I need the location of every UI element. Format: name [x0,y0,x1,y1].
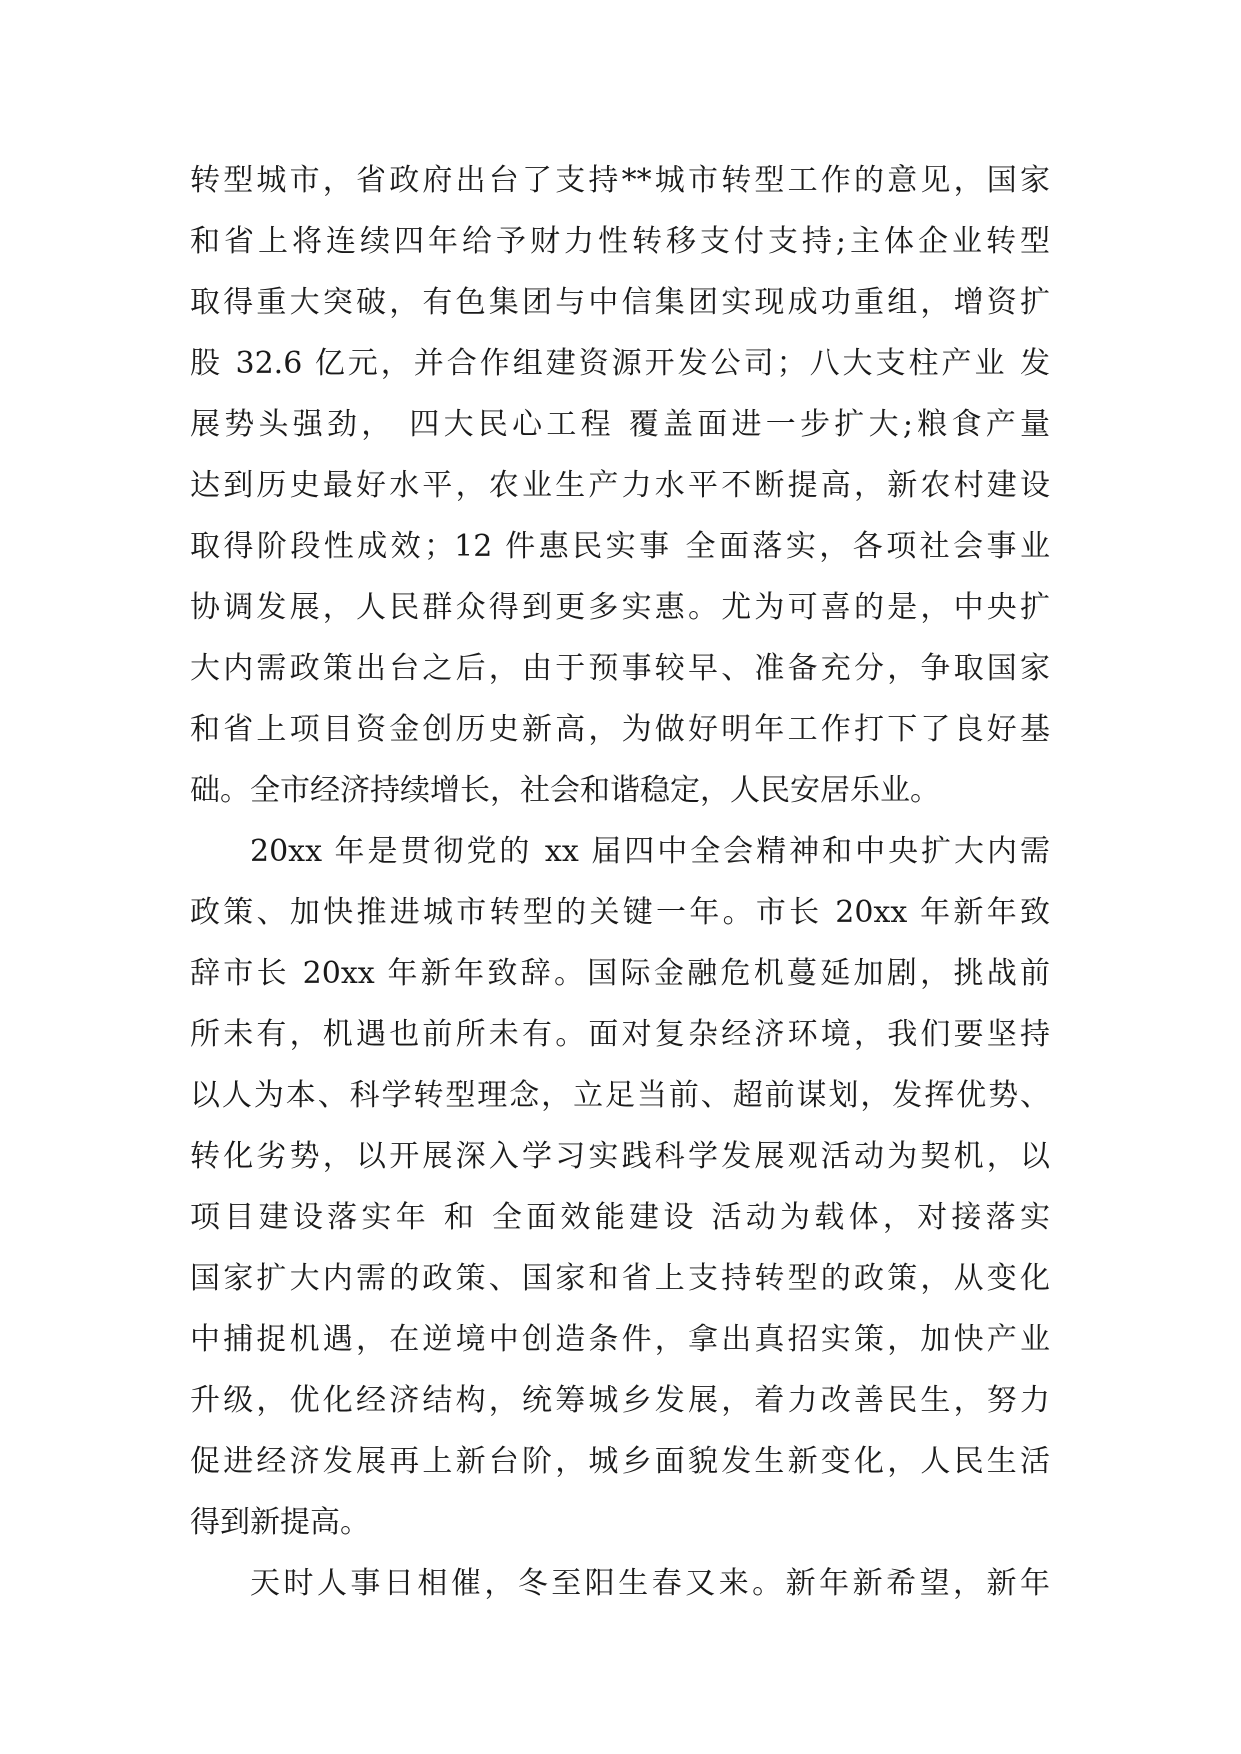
text-line: 以人为本、科学转型理念，立足当前、超前谋划，发挥优势、 [190,1078,1050,1113]
text-line: 国家扩大内需的政策、国家和省上支持转型的政策，从变化 [190,1261,1050,1296]
text-line: 天时人事日相催，冬至阳生春又来。新年新希望，新年 [250,1566,1050,1601]
text-line: 和省上将连续四年给予财力性转移支付支持;主体企业转型 [190,224,1050,259]
text-line: 和省上项目资金创历史新高，为做好明年工作打下了良好基 [190,712,1050,747]
text-line: 辞市长 20xx 年新年致辞。国际金融危机蔓延加剧，挑战前 [190,956,1050,991]
text-line: 20xx 年是贯彻党的 xx 届四中全会精神和中央扩大内需 [250,834,1050,869]
text-line: 中捕捉机遇，在逆境中创造条件，拿出真招实策，加快产业 [190,1322,1050,1357]
paragraph-1 [190,150,1050,821]
text-line: 协调发展，人民群众得到更多实惠。尤为可喜的是，中央扩 [190,590,1050,625]
text-line: 项目建设落实年 和 全面效能建设 活动为载体，对接落实 [190,1200,1050,1235]
text-line: 转型城市，省政府出台了支持**城市转型工作的意见，国家 [190,163,1050,198]
text-line: 得到新提高。 [190,1505,370,1540]
text-line: 取得重大突破，有色集团与中信集团实现成功重组，增资扩 [190,285,1050,320]
text-line: 升级，优化经济结构，统筹城乡发展，着力改善民生，努力 [190,1383,1050,1418]
text-line: 础。全市经济持续增长，社会和谐稳定，人民安居乐业。 [190,773,940,808]
text-line: 政策、加快推进城市转型的关键一年。市长 20xx 年新年致 [190,895,1050,930]
body-text [190,150,1050,1614]
text-line: 大内需政策出台之后，由于预事较早、准备充分，争取国家 [190,651,1050,686]
text-line: 促进经济发展再上新台阶，城乡面貌发生新变化，人民生活 [190,1444,1050,1479]
text-line: 达到历史最好水平，农业生产力水平不断提高，新农村建设 [190,468,1050,503]
text-line: 所未有，机遇也前所未有。面对复杂经济环境，我们要坚持 [190,1017,1050,1052]
text-line: 股 32.6 亿元，并合作组建资源开发公司；八大支柱产业 发 [190,346,1050,381]
text-line: 取得阶段性成效；12 件惠民实事 全面落实，各项社会事业 [190,529,1050,564]
text-line: 转化劣势，以开展深入学习实践科学发展观活动为契机，以 [190,1139,1050,1174]
text-line: 展势头强劲， 四大民心工程 覆盖面进一步扩大;粮食产量 [190,407,1050,442]
paragraph-2 [190,821,1050,1553]
paragraph-3 [190,1553,1050,1614]
